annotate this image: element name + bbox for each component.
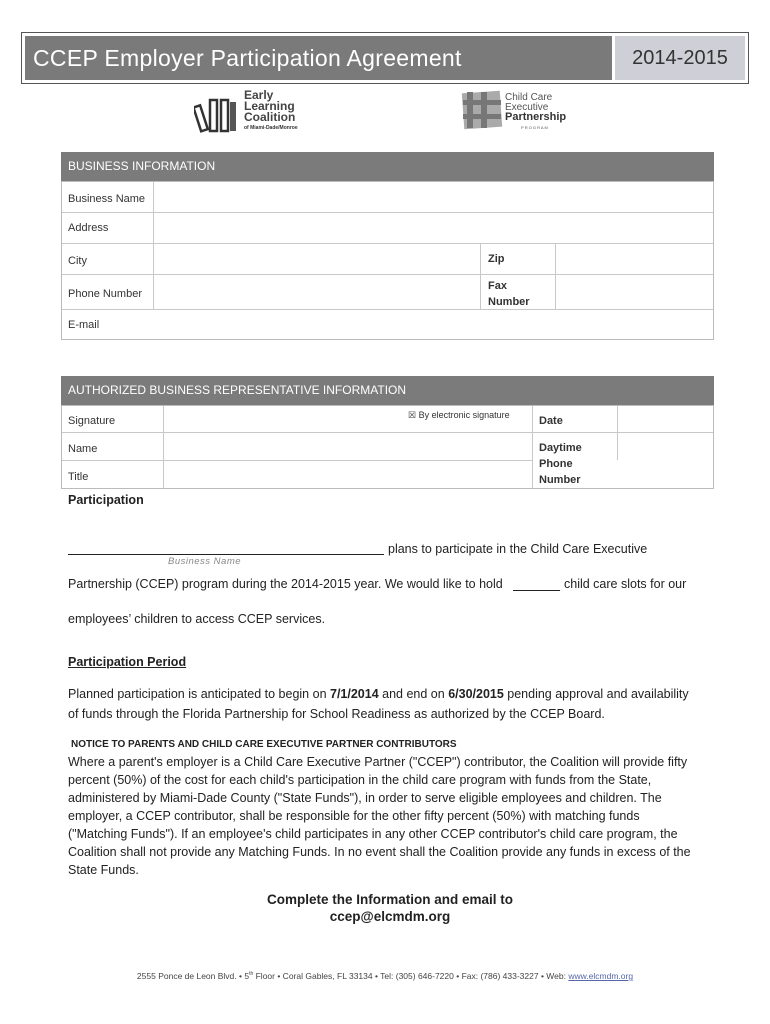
checkbox-checked-icon: ☒: [408, 410, 417, 420]
participation-line-2a: Partnership (CCEP) program during the 2014-2015 year. We would like to hold: [68, 577, 503, 591]
page-title: CCEP Employer Participation Agreement: [25, 36, 612, 80]
notice-line: Coalition shall not provide any Matching Funds. In no event shall the Coalition provide any funds in excess of the: [68, 845, 691, 859]
daytime-phone-label-3: Number: [539, 474, 581, 486]
date-label: Date: [539, 415, 563, 427]
business-info-table: [61, 181, 714, 340]
city-label: City: [68, 255, 87, 267]
zip-field[interactable]: [557, 245, 711, 273]
ccep-logo-line-3: Partnership: [505, 111, 567, 123]
signature-label: Signature: [68, 415, 116, 427]
business-info-heading: BUSINESS INFORMATION: [61, 152, 714, 181]
footer: [0, 971, 770, 981]
zip-label: Zip: [488, 253, 505, 265]
plaid-icon: [461, 90, 503, 130]
address-label: Address: [68, 222, 109, 234]
phone-label: Phone Number: [68, 288, 142, 300]
title-field[interactable]: [165, 462, 531, 487]
title-label: Title: [68, 471, 89, 483]
end-date: 6/30/2015: [448, 687, 504, 701]
footer-address-b: Floor • Coral Gables, FL 33134 • Tel: (305) 646-7220 • Fax: (786) 433-3227 • Web:: [253, 971, 569, 981]
notice-heading: NOTICE TO PARENTS AND CHILD CARE EXECUTIVE PARTNER CONTRIBUTORS: [71, 739, 457, 750]
notice-line: percent (50%) of the cost for each child's participation in the child care program with funds from the State,: [68, 773, 652, 787]
start-date: 7/1/2014: [330, 687, 379, 701]
child-care-executive-partnership-logo: [461, 90, 581, 134]
period-line-2: of funds through the Florida Partnership for School Readiness as authorized by the CCEP Board.: [68, 707, 605, 721]
participation-line-3: employees’ children to access CCEP services.: [68, 612, 326, 626]
notice-line: State Funds.: [68, 863, 139, 877]
participation-heading: Participation: [68, 493, 144, 507]
period-line-1: Planned participation is anticipated to begin on 7/1/2014 and end on 6/30/2015 pending approval and availability: [68, 687, 689, 701]
fax-label-line-2: Number: [488, 296, 530, 308]
notice-line: Where a parent's employer is a Child Care Executive Partner ("CCEP") contributor, the Coalition will provide fifty: [68, 755, 688, 769]
cta-email[interactable]: ccep@elcmdm.org: [329, 909, 451, 924]
notice-line: employer, a CCEP contributor, shall be responsible for the other fifty percent (50%) with matching funds: [68, 809, 640, 823]
fax-label-line-1: Fax: [488, 280, 507, 292]
fax-field[interactable]: [557, 276, 711, 308]
address-field[interactable]: [155, 214, 711, 242]
ccep-logo-sub: P R O G R A M: [521, 125, 548, 130]
phone-field[interactable]: [155, 276, 479, 308]
books-icon: [194, 96, 238, 134]
elc-logo-line-3: Coalition: [244, 110, 296, 124]
business-name-label: Business Name: [68, 193, 146, 205]
daytime-phone-field[interactable]: [619, 462, 711, 487]
notice-line: administered by Miami-Dade County ("State Funds"), in order to serve eligible employees and children. The: [68, 791, 662, 805]
footer-address-a: 2555 Ponce de Leon Blvd. • 5: [136, 971, 250, 981]
name-label: Name: [68, 443, 98, 455]
business-name-field[interactable]: [155, 183, 711, 211]
daytime-phone-label-2: Phone: [539, 458, 573, 470]
city-field[interactable]: [155, 245, 479, 273]
electronic-signature-label: By electronic signature: [418, 410, 510, 420]
email-field[interactable]: [155, 311, 711, 339]
name-field[interactable]: [165, 434, 531, 459]
notice-line: ("Matching Funds"). If an employee's child participates in any other CCEP contributor's child care program, the: [68, 827, 678, 841]
rep-info-table: [61, 405, 714, 489]
ccep-logo-line-1: Child Care: [505, 92, 553, 103]
participation-period-heading: Participation Period: [68, 655, 187, 669]
early-learning-coalition-logo: [194, 90, 310, 138]
business-name-caption: Business Name: [168, 556, 242, 567]
elc-logo-line-1: Early: [244, 88, 274, 102]
elc-logo-line-2: Learning: [244, 99, 295, 113]
date-field[interactable]: [619, 407, 711, 459]
ccep-logo-line-2: Executive: [505, 102, 549, 113]
cta-line-1: Complete the Information and email to: [266, 892, 514, 907]
notice-body: [68, 753, 691, 879]
slots-blank[interactable]: [513, 590, 560, 591]
elc-logo-sub: of Miami-Dade/Monroe: [244, 125, 298, 131]
electronic-signature-checkbox[interactable]: [408, 410, 510, 421]
email-label: E-mail: [68, 319, 100, 331]
daytime-phone-label-1: Daytime: [539, 442, 582, 454]
year-badge: 2014-2015: [615, 36, 745, 80]
footer-web-link[interactable]: www.elcmdm.org: [568, 971, 634, 981]
participation-line-1: plans to participate in the Child Care Executive: [388, 542, 648, 556]
business-name-blank[interactable]: [68, 554, 384, 555]
participation-line-2b: child care slots for our: [564, 577, 687, 591]
rep-info-heading: AUTHORIZED BUSINESS REPRESENTATIVE INFORMATION: [61, 376, 714, 405]
footer-sup: th: [249, 971, 254, 978]
